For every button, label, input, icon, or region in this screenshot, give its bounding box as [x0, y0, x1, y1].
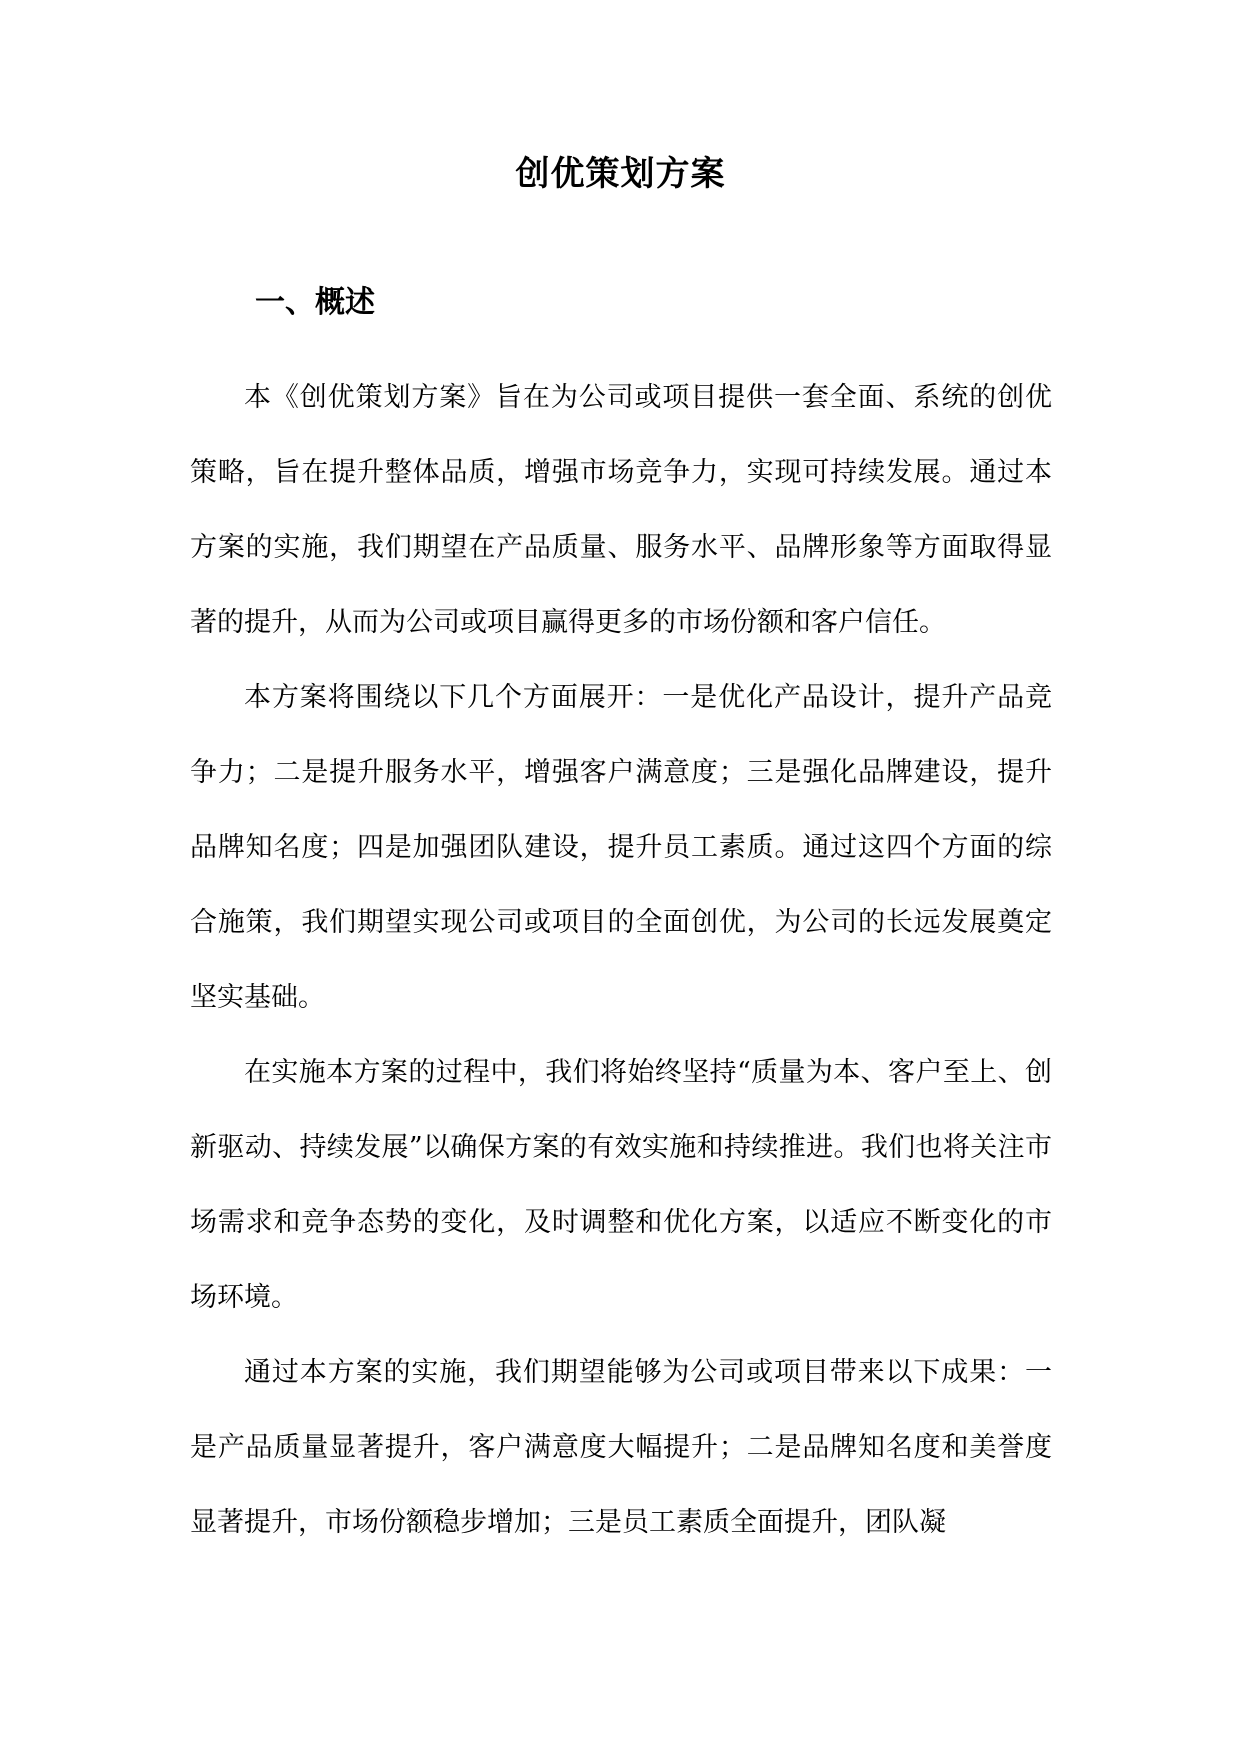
paragraph-1: 本《创优策划方案》旨在为公司或项目提供一套全面、系统的创优策略，旨在提升整体品质，增强市场竞争力，实现可持续发展。通过本方案的实施，我们期望在产品质量、服务水平、品牌形象等方面取得显著的提升，从而为公司或项目赢得更多的市场份额和客户信任。: [190, 382, 1052, 638]
paragraph-3: 在实施本方案的过程中，我们将始终坚持“质量为本、客户至上、创新驱动、持续发展”以确保方案的有效实施和持续推进。我们也将关注市场需求和竞争态势的变化，及时调整和优化方案，以适应不断变化的市场环境。: [190, 1057, 1052, 1313]
document-body: [190, 360, 1052, 1560]
section-heading-overview: 一、概述: [255, 285, 375, 320]
paragraph-4: 通过本方案的实施，我们期望能够为公司或项目带来以下成果：一是产品质量显著提升，客户满意度大幅提升；二是品牌知名度和美誉度显著提升，市场份额稳步增加；三是员工素质全面提升，团队凝: [190, 1357, 1052, 1538]
document-title: 创优策划方案: [515, 154, 726, 194]
paragraph-2: 本方案将围绕以下几个方面展开：一是优化产品设计，提升产品竞争力；二是提升服务水平，增强客户满意度；三是强化品牌建设，提升品牌知名度；四是加强团队建设，提升员工素质。通过这四个方面的综合施策，我们期望实现公司或项目的全面创优，为公司的长远发展奠定坚实基础。: [190, 682, 1052, 1013]
